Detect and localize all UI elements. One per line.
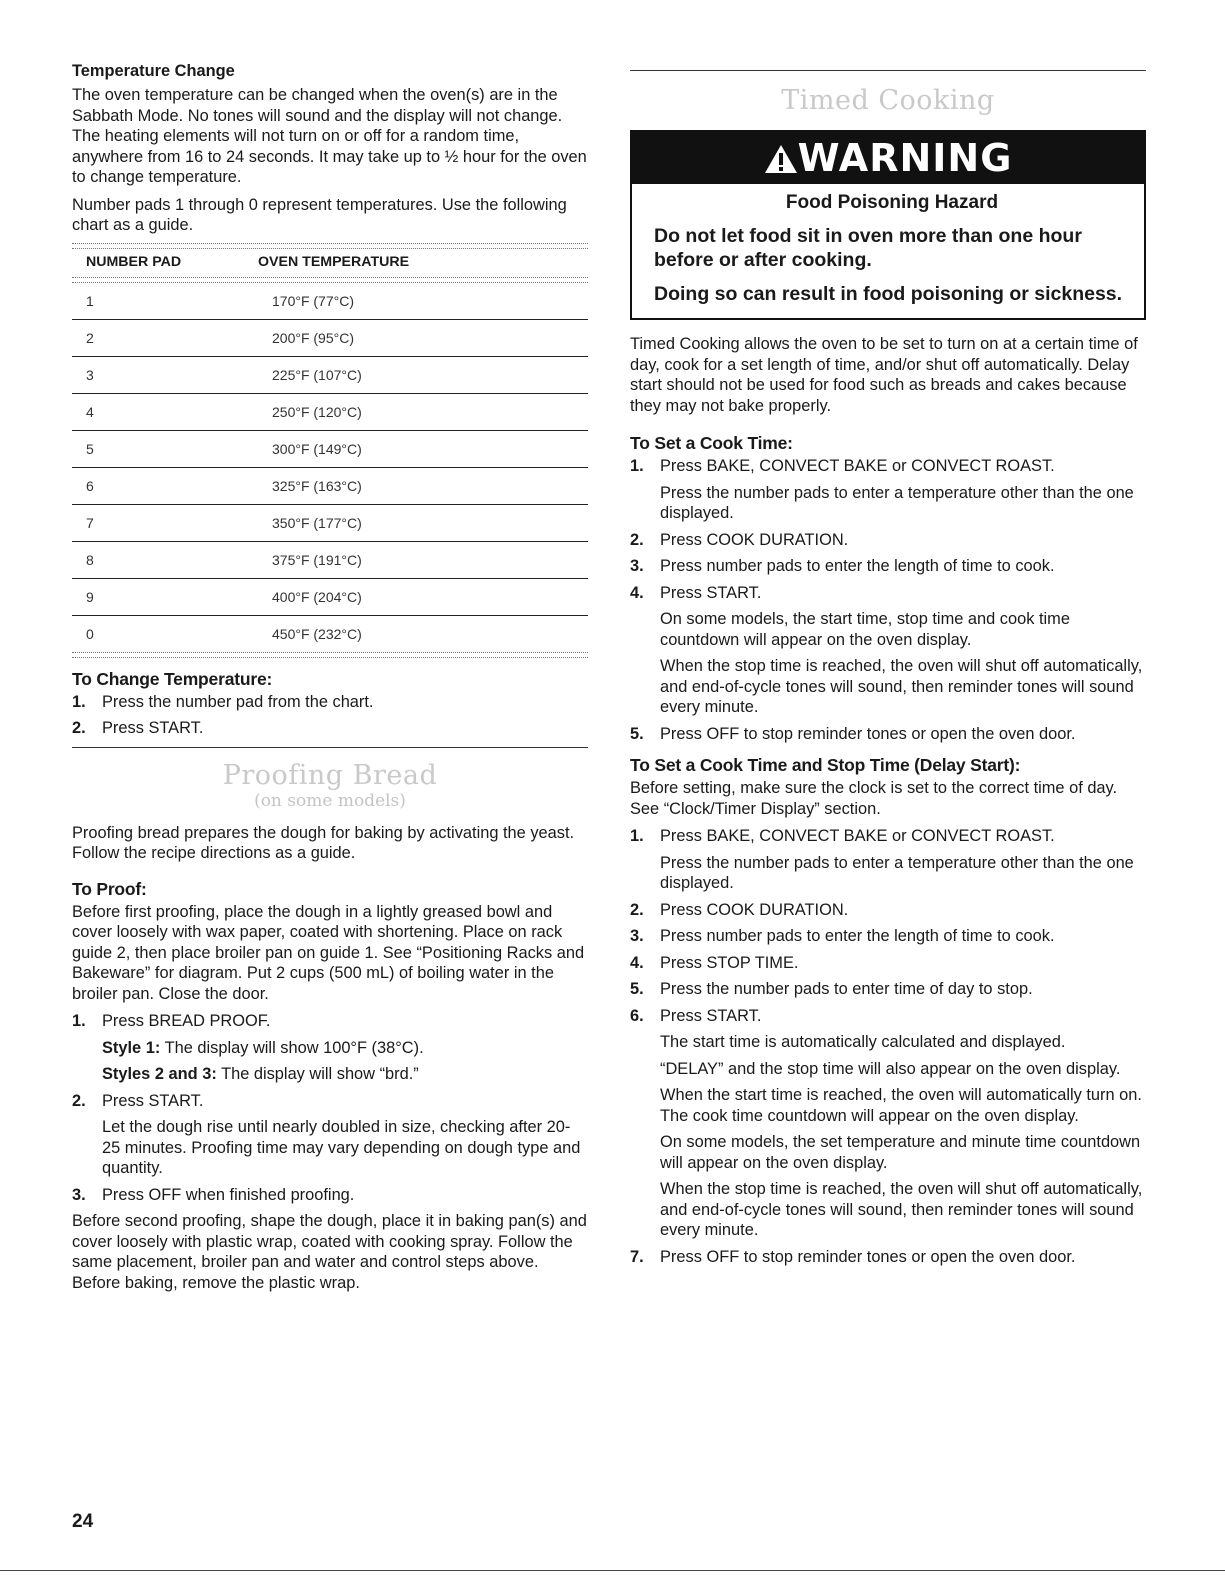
pad-cell: 9 [72, 578, 258, 615]
temp-cell: 170°F (77°C) [272, 292, 355, 309]
table-bottom-rule [72, 652, 588, 658]
cook-time-heading: To Set a Cook Time: [630, 433, 793, 453]
step-text: Press OFF when finished proofing. [102, 1185, 355, 1204]
temp-cell: 250°F (120°C) [258, 393, 588, 430]
list-item: 4. Press STOP TIME. [630, 953, 799, 972]
step-text: Press COOK DURATION. [660, 530, 849, 549]
step-subtext: Let the dough rise until nearly doubled in size, checking after 20-25 minutes. Proofing time may vary depending on dough type and quantity. [102, 1118, 581, 1177]
pad-cell: 6 [72, 467, 258, 504]
step-text: Press the number pad from the chart. [102, 692, 374, 711]
before-second-proofing: Before second proofing, shape the dough, place it in baking pan(s) and cover loosely with plastic wrap, coated with cooking spray. Follow the same placement, broiler pan and water and control steps above. Before baking, remove the plastic wrap. [72, 1212, 587, 1292]
list-item: 3. Press OFF when finished proofing. [72, 1185, 355, 1204]
table-row [72, 356, 588, 393]
step-text: Press COOK DURATION. [660, 900, 849, 919]
warning-box [630, 130, 1146, 320]
step-subtext: When the start time is reached, the oven will automatically turn on. The cook time countdown will appear on the oven display. [660, 1086, 1142, 1125]
table-row [72, 319, 588, 356]
step-text: Press OFF to stop reminder tones or open the oven door. [660, 1247, 1076, 1266]
pad-cell: 7 [72, 504, 258, 541]
table-row [72, 283, 588, 320]
step-subtext: “DELAY” and the stop time will also appear on the oven display. [660, 1059, 1121, 1078]
list-item: 7. Press OFF to stop reminder tones or open the oven door. [630, 1247, 1076, 1266]
step-subtext: Press the number pads to enter a temperature other than the one displayed. [660, 483, 1134, 522]
section-divider [630, 70, 1146, 71]
list-item: 3. Press number pads to enter the length of time to cook. [630, 927, 1055, 945]
step-text: Press STOP TIME. [660, 953, 799, 972]
list-item: 2. Press START. [72, 719, 204, 737]
before-first-proofing: Before first proofing, place the dough in a lightly greased bowl and cover loosely with wax paper, coated with shortening. Place on rack guide 2, then place broiler pan on guide 1. See “Positioning Racks and Bakeware” for diagram. Put 2 cups (500 mL) of boiling water in the broiler pan. Close the door. [72, 902, 585, 1003]
timed-cooking-intro: Timed Cooking allows the oven to be set to turn on at a certain time of day, cook for a set length of time, and/or shut off automatically. Delay start should not be used for food such as breads and cakes because they may not bake properly. [630, 335, 1138, 415]
warning-line-2: Doing so can result in food poisoning or sickness. [654, 283, 1123, 305]
cook-time-steps [630, 456, 1146, 744]
list-item: 3. Press number pads to enter the length of time to cook. [630, 557, 1055, 575]
temp-cell: 450°F (232°C) [258, 615, 588, 652]
section-divider [72, 747, 588, 748]
step-subtext: On some models, the set temperature and minute time countdown will appear on the oven display. [660, 1133, 1141, 1172]
bottom-rule [0, 1570, 1225, 1571]
styles23-text: The display will show “brd.” [221, 1065, 419, 1083]
step-text: Press number pads to enter the length of time to cook. [660, 557, 1055, 575]
step-text: Press START. [660, 1006, 762, 1025]
timed-cooking-title: Timed Cooking [781, 85, 995, 116]
temp-cell: 325°F (163°C) [258, 467, 588, 504]
pad-cell: 8 [72, 541, 258, 578]
step-text: Press START. [102, 719, 204, 737]
pad-cell: 5 [72, 430, 258, 467]
list-item: 5. Press OFF to stop reminder tones or open the oven door. [630, 724, 1076, 743]
delay-start-heading: To Set a Cook Time and Stop Time (Delay Start): [630, 755, 1021, 775]
step-text: Press START. [660, 583, 762, 602]
proofing-intro: Proofing bread prepares the dough for baking by activating the yeast. Follow the recipe directions as a guide. [72, 823, 575, 862]
table-row [72, 578, 588, 615]
list-item: 2. Press START. Let the dough rise until nearly doubled in size, checking after 20-25 minutes. Proofing time may vary depending on dough type and quantity. [72, 1091, 588, 1179]
left-column [72, 62, 588, 1300]
temperature-change-heading: Temperature Change [72, 62, 235, 80]
to-proof-heading: To Proof: [72, 878, 147, 899]
temp-cell: 350°F (177°C) [258, 504, 588, 541]
step-subtext: When the stop time is reached, the oven will shut off automatically, and end-of-cycle tones will sound, then reminder tones will sound every minute. [660, 1180, 1143, 1239]
temperature-table [72, 249, 588, 277]
table-row [72, 615, 588, 652]
temp-cell: 375°F (191°C) [258, 541, 588, 578]
step-subtext: When the stop time is reached, the oven will shut off automatically, and end-of-cycle tones will sound, then reminder tones will sound every minute. [660, 657, 1143, 716]
delay-start-steps [630, 826, 1146, 1267]
proofing-bread-subtitle: (on some models) [254, 790, 406, 811]
list-item: 2. Press COOK DURATION. [630, 530, 849, 549]
warning-banner-text: WARNING [797, 136, 1013, 180]
table-row [72, 393, 588, 430]
right-column [630, 70, 1146, 1273]
style1-label: Style 1: [102, 1038, 161, 1057]
list-item: 1. Press the number pad from the chart. [72, 692, 374, 711]
step-text: Press number pads to enter the length of time to cook. [660, 927, 1055, 945]
step-text: Press START. [102, 1091, 204, 1110]
temp-cell: 400°F (204°C) [258, 578, 588, 615]
warning-line-1: Do not let food sit in oven more than one hour before or after cooking. [654, 225, 1082, 271]
temperature-table-body [72, 283, 588, 652]
style1-text: The display will show 100°F (38°C). [164, 1038, 424, 1057]
list-item: 5. Press the number pads to enter time of day to stop. [630, 980, 1033, 998]
warning-body [632, 184, 1144, 318]
table-row [72, 541, 588, 578]
pad-cell: 0 [72, 615, 258, 652]
pad-cell: 4 [72, 393, 258, 430]
delay-start-intro: Before setting, make sure the clock is set to the correct time of day. See “Clock/Timer Display” section. [630, 779, 1118, 818]
step-text: Press the number pads to enter time of day to stop. [660, 980, 1033, 998]
step-text: Press BREAD PROOF. [102, 1012, 271, 1030]
style1-note [102, 1038, 588, 1059]
table-row [72, 430, 588, 467]
warning-hazard: Food Poisoning Hazard [785, 192, 999, 213]
step-subtext: On some models, the start time, stop time and cook time countdown will appear on the oven display. [660, 610, 1070, 649]
warning-triangle-icon [764, 144, 798, 174]
table-header-number-pad: NUMBER PAD [86, 253, 182, 270]
temp-cell: 200°F (95°C) [258, 319, 588, 356]
pad-cell: 1 [86, 292, 94, 309]
pad-cell: 3 [72, 356, 258, 393]
step-text: Press BAKE, CONVECT BAKE or CONVECT ROAST. [660, 457, 1055, 475]
proofing-bread-title: Proofing Bread [222, 759, 438, 791]
temp-cell: 300°F (149°C) [258, 430, 588, 467]
to-proof-steps [72, 1011, 588, 1205]
temp-cell: 225°F (107°C) [258, 356, 588, 393]
list-item: 1. Press BAKE, CONVECT BAKE or CONVECT ROAST. Press the number pads to enter a temperature other than the one displayed. [630, 826, 1146, 894]
list-item: 6. Press START. The start time is automatically calculated and displayed. “DELAY” and the stop time will also appear on the oven display. When the start time is reached, the oven will automatically turn on. The cook time countdown will appear on the oven display. On some models, the set temperature and minute time countdown will appear on the oven display. When the stop time is reached, the oven will shut off automatically, and end-of-cycle tones will sound, then reminder tones will sound every minute. [630, 1006, 1146, 1241]
step-subtext: Press the number pads to enter a temperature other than the one displayed. [660, 853, 1134, 892]
styles23-note [102, 1064, 588, 1085]
warning-banner [632, 132, 1144, 184]
list-item: 1. Press BAKE, CONVECT BAKE or CONVECT ROAST. Press the number pads to enter a temperature other than the one displayed. [630, 456, 1146, 524]
styles23-label: Styles 2 and 3: [102, 1065, 217, 1083]
number-pads-paragraph: Number pads 1 through 0 represent temperatures. Use the following chart as a guide. [72, 195, 567, 234]
table-header-oven-temperature: OVEN TEMPERATURE [258, 253, 410, 270]
table-row [72, 504, 588, 541]
list-item: 4. Press START. On some models, the start time, stop time and cook time countdown will appear on the oven display. When the stop time is reached, the oven will shut off automatically, and end-of-cycle tones will sound, then reminder tones will sound every minute. [630, 583, 1146, 718]
step-text: Press BAKE, CONVECT BAKE or CONVECT ROAST. [660, 827, 1055, 845]
list-item: 1. Press BREAD PROOF. Style 1: The display will show 100°F (38°C). Styles 2 and 3: The display will show “brd.” [72, 1011, 588, 1085]
step-subtext: The start time is automatically calculated and displayed. [660, 1033, 1066, 1051]
page-number: 24 [72, 1511, 94, 1532]
table-row [72, 467, 588, 504]
step-text: Press OFF to stop reminder tones or open the oven door. [660, 724, 1076, 743]
to-change-steps [72, 692, 588, 739]
temperature-change-paragraph: The oven temperature can be changed when the oven(s) are in the Sabbath Mode. No tones will sound and the display will not change. The heating elements will not turn on or off for a random time, anywhere from 16 to 24 seconds. It may take up to ½ hour for the oven to change temperature. [72, 86, 587, 186]
pad-cell: 2 [72, 319, 258, 356]
list-item: 2. Press COOK DURATION. [630, 900, 849, 919]
to-change-temperature-heading: To Change Temperature: [72, 668, 273, 689]
